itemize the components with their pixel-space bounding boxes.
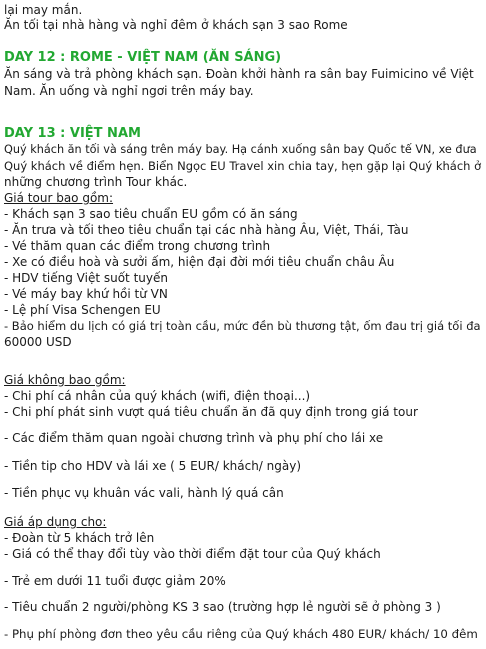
day-13-line-2: Quý khách về điểm hẹn. Biển Ngọc EU Travel xin chia tay, hẹn gặp lại Quý khách ở <box>4 159 482 173</box>
day-12-heading: DAY 12 : ROME - VIỆT NAM (ĂN SÁNG) <box>4 50 282 65</box>
excludes-item: - Tiền phục vụ khuân vác vali, hành lý quá cân <box>4 486 284 500</box>
day-12-line-1: Ăn sáng và trả phòng khách sạn. Đoàn khởi hành ra sân bay Fuimicino về Việt <box>4 67 474 81</box>
applies-item: - Trẻ em dưới 11 tuổi được giảm 20% <box>4 574 226 588</box>
day-13-line-3: những chương trình Tour khác. <box>4 175 188 189</box>
includes-item: - Bảo hiểm du lịch có giá trị toàn cầu, mức đền bù thương tật, ốm đau trị giá tối đa <box>4 319 481 333</box>
applies-title: Giá áp dụng cho: <box>4 515 107 529</box>
day-13-line-1: Quý khách ăn tối và sáng trên máy bay. Hạ cánh xuống sân bay Quốc tế VN, xe đưa <box>4 143 477 156</box>
intro-line-1: lại may mắn. <box>4 3 83 17</box>
day-12-line-2: Nam. Ăn uống và nghỉ ngơi trên máy bay. <box>4 84 254 98</box>
intro-line-2: Ăn tối tại nhà hàng và nghỉ đêm ở khách sạn 3 sao Rome <box>4 18 348 32</box>
includes-item: - Xe có điều hoà và sưởi ấm, hiện đại đời mới tiêu chuẩn châu Âu <box>4 255 395 269</box>
includes-item: 60000 USD <box>4 335 72 349</box>
excludes-item: - Tiền tip cho HDV và lái xe ( 5 EUR/ khách/ ngày) <box>4 459 302 473</box>
includes-item: - Ăn trưa và tối theo tiêu chuẩn tại các nhà hàng Âu, Việt, Thái, Tàu <box>4 223 409 237</box>
applies-item: - Giá có thể thay đổi tùy vào thời điểm đặt tour của Quý khách <box>4 547 381 561</box>
day-13-heading: DAY 13 : VIỆT NAM <box>4 126 141 141</box>
includes-item: - Khách sạn 3 sao tiêu chuẩn EU gồm có ăn sáng <box>4 207 298 221</box>
includes-item: - Lệ phí Visa Schengen EU <box>4 303 161 317</box>
includes-item: - Vé thăm quan các điểm trong chương trình <box>4 239 271 253</box>
applies-item: - Đoàn từ 5 khách trở lên <box>4 531 155 545</box>
applies-item: - Tiêu chuẩn 2 người/phòng KS 3 sao (trường hợp lẻ người sẽ ở phòng 3 ) <box>4 600 441 614</box>
excludes-item: - Chi phí phát sinh vượt quá tiêu chuẩn ăn đã quy định trong giá tour <box>4 405 418 419</box>
includes-item: - HDV tiếng Việt suốt tuyến <box>4 271 168 285</box>
includes-title: Giá tour bao gồm: <box>4 191 114 205</box>
applies-item: - Phụ phí phòng đơn theo yêu cầu riêng của Quý khách 480 EUR/ khách/ 10 đêm <box>4 627 478 641</box>
excludes-title: Giá không bao gồm: <box>4 373 126 387</box>
excludes-item: - Chi phí cá nhân của quý khách (wifi, điện thoại...) <box>4 389 311 403</box>
includes-item: - Vé máy bay khứ hồi từ VN <box>4 287 168 301</box>
excludes-item: - Các điểm thăm quan ngoài chương trình và phụ phí cho lái xe <box>4 431 384 445</box>
